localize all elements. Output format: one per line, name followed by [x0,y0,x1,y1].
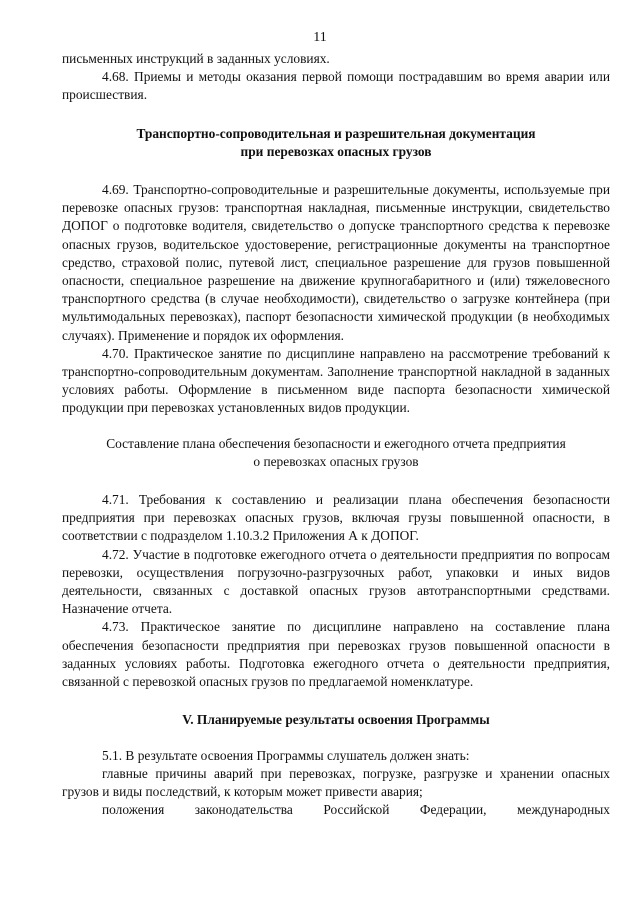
heading-section-v: V. Планируемые результаты освоения Программы [182,712,490,728]
page-number: 11 [313,30,327,45]
document-body [62,50,610,819]
heading-transport-line-2: при перевозках опасных грузов [240,143,432,159]
paragraph-5-1: 5.1. В результате освоения Программы слушатель должен знать: [102,747,470,763]
heading-plan-line-2: о перевозках опасных грузов [253,453,419,469]
paragraph-legislation: положения законодательства Российской Федерации, международных [102,802,610,818]
paragraph-4-68: 4.68. Приемы и методы оказания первой помощи пострадавшим во время аварии или происшествия. [62,69,610,103]
paragraph-4-69: 4.69. Транспортно-сопроводительные и разрешительные документы, используемые при перевозке опасных грузов: транспортная накладная, письменные инструкции, свидетельство ДОПОГ о подготовке водителя, свидетельство о допуске транспортного средства к перевозке опасных грузов, водительское удостоверение, регистрационные документы на транспортное средство, страховой полис, путевой лист, специальное разрешение для грузов повышенной опасности, специальное разрешение на движение крупногабаритного и (или) тяжеловесного транспортного средства (в случае необходимости), свидетельство о загрузке контейнера (при мультимодальных перевозках), паспорт безопасности химической продукции (в необходимых случаях). Применение и порядок их оформления. [62,182,610,343]
heading-plan-line-1: Составление плана обеспечения безопасности и ежегодного отчета предприятия [106,435,566,451]
paragraph-4-71: 4.71. Требования к составлению и реализации плана обеспечения безопасности предприятия при перевозках опасных грузов, включая грузы повышенной опасности, в соответствии с подразделом 1.10.3.2 Приложения А к ДОПОГ. [62,492,610,544]
paragraph-4-72: 4.72. Участие в подготовке ежегодного отчета о деятельности предприятия по вопросам перевозки, осуществления погрузочно-разгрузочных работ, упаковки и иных видов деятельности, связанных с доставкой опасных грузов автотранспортными средствами. Назначение отчета. [62,546,610,617]
paragraph-4-73: 4.73. Практическое занятие по дисциплине направлено на составление плана обеспечения безопасности предприятия при перевозках грузов повышенной опасности в заданных условиях работы. Подготовка ежегодного отчета о деятельности предприятия, связанной с перевозкой опасных грузов по предлагаемой номенклатуре. [62,619,610,690]
heading-transport-line-1: Транспортно-сопроводительная и разрешительная документация [136,125,536,141]
paragraph-4-70: 4.70. Практическое занятие по дисциплине направлено на рассмотрение требований к транспортно-сопроводительным документам. Заполнение транспортной накладной в заданных условиях работы. Оформление в письменном виде паспорта безопасности химической продукции при перевозках установленных видов продукции. [62,345,610,416]
paragraph-accident-causes: главные причины аварий при перевозках, погрузке, разгрузке и хранении опасных грузов и виды последствий, к которым может привести авария; [62,765,610,799]
paragraph-continuation: письменных инструкций в заданных условиях. [62,51,330,66]
